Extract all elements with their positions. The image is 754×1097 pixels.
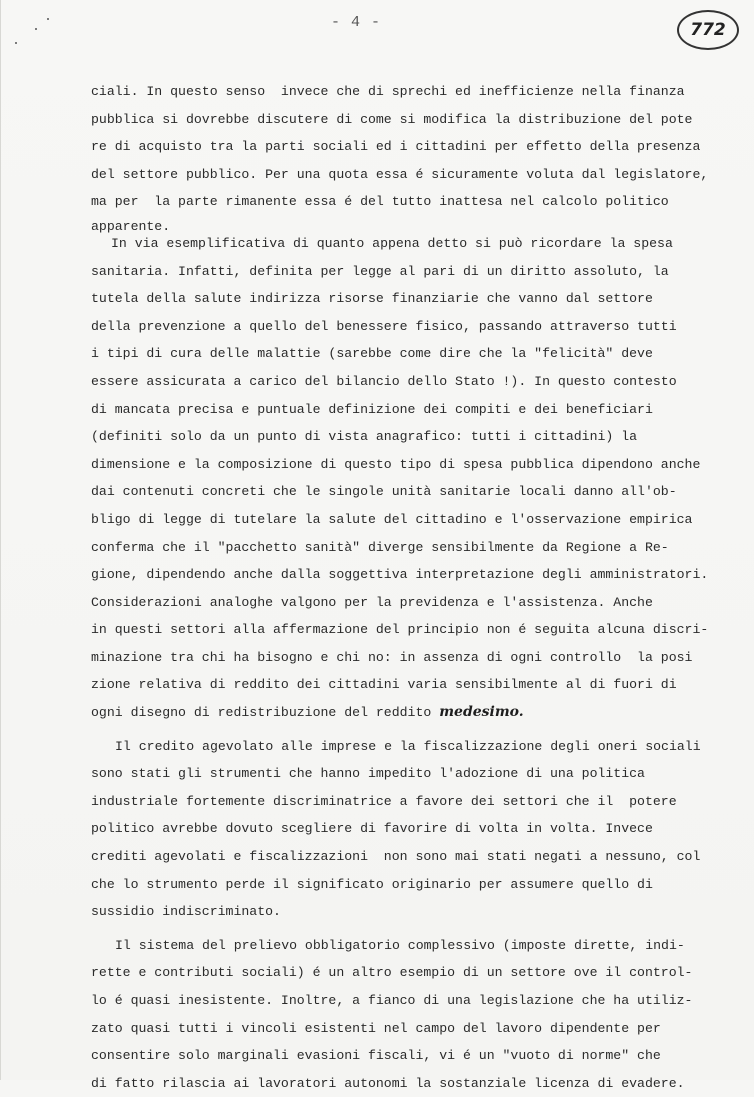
text-line: politico avrebbe dovuto scegliere di favorire di volta in volta. Invece xyxy=(91,821,653,837)
text-line: lo é quasi inesistente. Inoltre, a fianco di una legislazione che ha utiliz- xyxy=(91,993,693,1008)
text-line: (definiti solo da un punto di vista anagrafico: tutti i cittadini) la xyxy=(91,429,638,445)
text-line: che lo strumento perde il significato originario per assumere quello di xyxy=(91,876,653,892)
text-line: i tipi di cura delle malattie (sarebbe come dire che la "felicità" deve xyxy=(91,346,653,362)
text-line: dai contenuti concreti che le singole unità sanitarie locali danno all'ob- xyxy=(91,484,677,500)
text-line: consentire solo marginali evasioni fiscali, vi é un "vuoto di norme" che xyxy=(91,1048,661,1064)
text-line: gione, dipendendo anche dalla soggettiva interpretazione degli amministratori. xyxy=(91,567,709,583)
text-line: Il credito agevolato alle imprese e la fiscalizzazione degli oneri sociali xyxy=(115,738,701,754)
text-line: In via esemplificativa di quanto appena detto si può ricordare la spesa xyxy=(111,235,673,251)
text-line: apparente. xyxy=(91,218,171,234)
text-line: ma per la parte rimanente essa é del tutto inattesa nel calcolo politico xyxy=(91,194,669,210)
archive-stamp: 772 xyxy=(677,10,739,50)
text-line: Il sistema del prelievo obbligatorio complessivo (imposte dirette, indi- xyxy=(115,937,685,953)
scan-speck xyxy=(15,42,17,44)
text-line: conferma che il "pacchetto sanità" diverge sensibilmente da Regione a Re- xyxy=(91,539,669,555)
text-line: in questi settori alla affermazione del principio non é seguita alcuna discri- xyxy=(91,622,709,638)
text-line: della prevenzione a quello del benessere fisico, passando attraverso tutti xyxy=(91,318,677,334)
text-line: re di acquisto tra la parti sociali ed i cittadini per effetto della presenza xyxy=(91,139,701,155)
page-number: - 4 - xyxy=(331,14,382,31)
text-line: essere assicurata a carico del bilancio dello Stato !). In questo contesto xyxy=(91,373,677,389)
text-line: zato quasi tutti i vincoli esistenti nel campo del lavoro dipendente per xyxy=(91,1020,661,1036)
text-line: tutela della salute indirizza risorse finanziarie che vanno dal settore xyxy=(91,291,653,307)
text-line: bligo di legge di tutelare la salute del cittadino e l'osservazione empirica xyxy=(91,511,693,527)
text-line: del settore pubblico. Per una quota essa é sicuramente voluta dal legislatore, xyxy=(91,166,709,182)
text-line: sanitaria. Infatti, definita per legge al pari di un diritto assoluto, la xyxy=(91,263,669,279)
text-line: rette e contributi sociali) é un altro esempio di un settore ove il control- xyxy=(91,965,693,981)
handwritten-addition: medesimo. xyxy=(439,704,524,721)
text-line: pubblica si dovrebbe discutere di come si modifica la distribuzione del pote xyxy=(91,111,693,127)
text-line: sussidio indiscriminato. xyxy=(91,904,281,920)
text-line: minazione tra chi ha bisogno e chi no: in assenza di ogni controllo la posi xyxy=(91,649,693,665)
body-text xyxy=(91,78,709,1097)
text-line: dimensione e la composizione di questo tipo di spesa pubblica dipendono anche xyxy=(91,456,701,472)
text-line: zione relativa di reddito dei cittadini varia sensibilmente al di fuori di xyxy=(91,677,677,693)
text-line: di fatto rilascia ai lavoratori autonomi la sostanziale licenza di evadere. xyxy=(91,1075,685,1091)
text-line: crediti agevolati e fiscalizzazioni non sono mai stati negati a nessuno, col xyxy=(91,849,701,865)
text-line: Considerazioni analoghe valgono per la previdenza e l'assistenza. Anche xyxy=(91,594,653,610)
scan-speck xyxy=(35,28,37,30)
text-line: di mancata precisa e puntuale definizione dei compiti e dei beneficiari xyxy=(91,401,653,417)
text-line: industriale fortemente discriminatrice a favore dei settori che il potere xyxy=(91,793,677,809)
text-line xyxy=(91,699,703,727)
text-line: ciali. In questo senso invece che di sprechi ed inefficienze nella finanza xyxy=(91,84,685,99)
text-line: sono stati gli strumenti che hanno impedito l'adozione di una politica xyxy=(91,766,645,782)
scan-speck xyxy=(47,18,49,20)
text-line-content: ogni disegno di redistribuzione del reddito xyxy=(91,705,432,721)
